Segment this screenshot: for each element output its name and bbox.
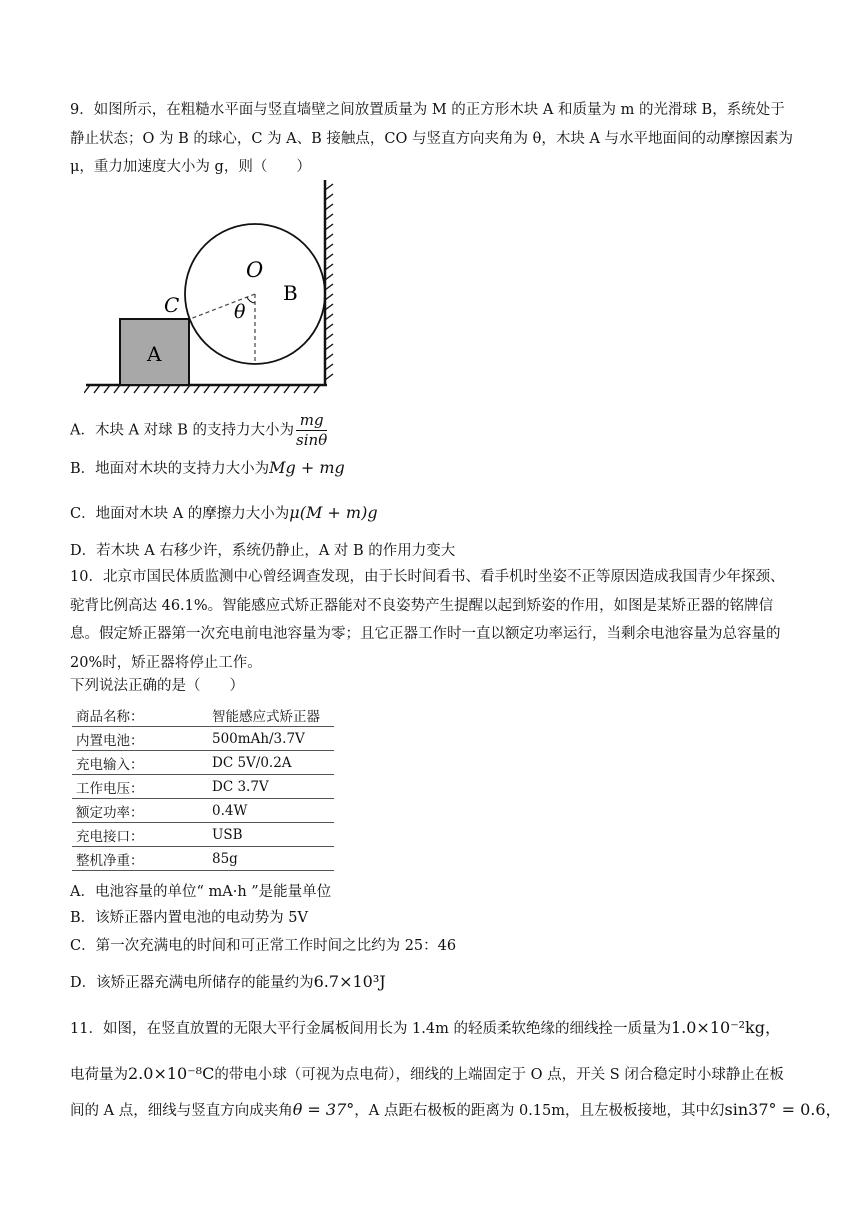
q9-option-a [70,411,327,450]
q9-option-c-text: C．地面对木块 A 的摩擦力大小为 [70,506,290,522]
label-o: O [246,258,264,282]
q11-line-2-math: 2.0×10⁻⁸C [128,1064,215,1083]
label-theta: θ [234,301,246,323]
q11-line-3-math-2: sin37° = 0.6， [724,1100,842,1119]
q11-line-2 [70,1064,784,1085]
fraction-denominator: sinθ [296,431,328,449]
q11-line-1 [70,1018,781,1039]
q10-option-a: A．电池容量的单位“ mA·h ”是能量单位 [70,884,332,900]
label-a: A [147,342,162,366]
q11-line-3-text: 间的 A 点，细线与竖直方向成夹角 [70,1103,293,1119]
q9-option-d: D．若木块 A 右移少许，系统仍静止，A 对 B 的作用力变大 [70,543,456,559]
label-c: C [164,293,180,317]
spec-value: 智能感应式矫正器 [208,703,334,727]
q11-line-3-math-1: θ = 37° [292,1100,355,1119]
spec-value: USB [208,823,334,847]
spec-key: 整机净重： [72,847,208,871]
q10-stem: 10．北京市国民体质监测中心曾经调查发现，由于长时间看书、看手机时坐姿不正等原因造成我国青少年探颈、驼背比例高达 46.1%。智能感应式矫正器能对不良姿势产生提醒以起到矫姿的作用，如图是某矫正器的铭牌信息。假定矫正器第一次充电前电池容量为零；且它正器工作时一直以额定功率运行，当剩余电池容量为总容量的 20%时，矫正器将停止工作。 [70,569,785,671]
q10-option-d-text: D．该矫正器充满电所储存的能量约为 [70,975,314,991]
spec-key: 充电接口： [72,823,208,847]
q9-option-b [70,458,345,479]
q9-option-b-text: B．地面对木块的支持力大小为 [70,461,270,477]
q11-line-2-pre: 电荷量为 [70,1067,128,1083]
q10-option-d-math: 6.7×10³J [313,972,386,991]
table-row [72,799,334,823]
q11-line-1-math: 1.0×10⁻²kg， [670,1018,781,1037]
q10-option-c: C．第一次充满电的时间和可正常工作时间之比约为 25：46 [70,938,457,954]
q9-option-a-text: A．木块 A 对球 B 的支持力大小为 [70,422,295,439]
q11-line-3 [70,1100,842,1121]
q10-option-d [70,972,386,993]
spec-key: 工作电压： [72,775,208,799]
fraction-numerator: mg [296,411,327,431]
spec-key: 内置电池： [72,727,208,751]
spec-key: 充电输入： [72,751,208,775]
table-row [72,823,334,847]
q10-prompt: 下列说法正确的是（ ） [70,678,244,694]
table-row [72,775,334,799]
table-row [72,751,334,775]
table-row [72,847,334,871]
spec-value: DC 3.7V [208,775,334,799]
table-row [72,703,334,727]
spec-value: 85g [208,847,334,871]
spec-key: 额定功率： [72,799,208,823]
theta-arc [247,297,255,303]
q9-option-a-fraction [296,411,327,450]
label-b: B [283,281,298,305]
q9-option-b-math: Mg + mg [269,458,345,477]
spec-value: 500mAh/3.7V [208,727,334,751]
q9-option-c-math: μ(M + m)g [289,503,378,522]
spec-key: 商品名称： [72,703,208,727]
q9-figure [84,176,354,398]
q11-line-2-text: 的带电小球（可视为点电荷），细线的上端固定于 O 点，开关 S 闭合稳定时小球静止在板 [214,1067,784,1083]
nameplate-table [72,703,334,871]
q11-line-1-text: 11．如图，在竖直放置的无限大平行金属板间用长为 1.4m 的轻质柔软绝缘的细线拴一质量为 [70,1021,671,1037]
q9-option-c [70,503,378,524]
table-row [72,727,334,751]
q11-line-3-mid: ，A 点距右极板的距离为 0.15m，且左极板接地，其中幻 [354,1103,725,1119]
q10-option-b: B．该矫正器内置电池的电动势为 5V [70,910,308,926]
q9-stem: 9．如图所示，在粗糙水平面与竖直墙壁之间放置质量为 M 的正方形木块 A 和质量为 m 的光滑球 B，系统处于静止状态；O 为 B 的球心，C 为 A、B 接触点，CO 与竖直方向夹角为 θ，木块 A 与水平地面间的动摩擦因素为 μ，重力加速度大小为 g，则（ ） [70,102,794,175]
spec-value: 0.4W [208,799,334,823]
spec-value: DC 5V/0.2A [208,751,334,775]
